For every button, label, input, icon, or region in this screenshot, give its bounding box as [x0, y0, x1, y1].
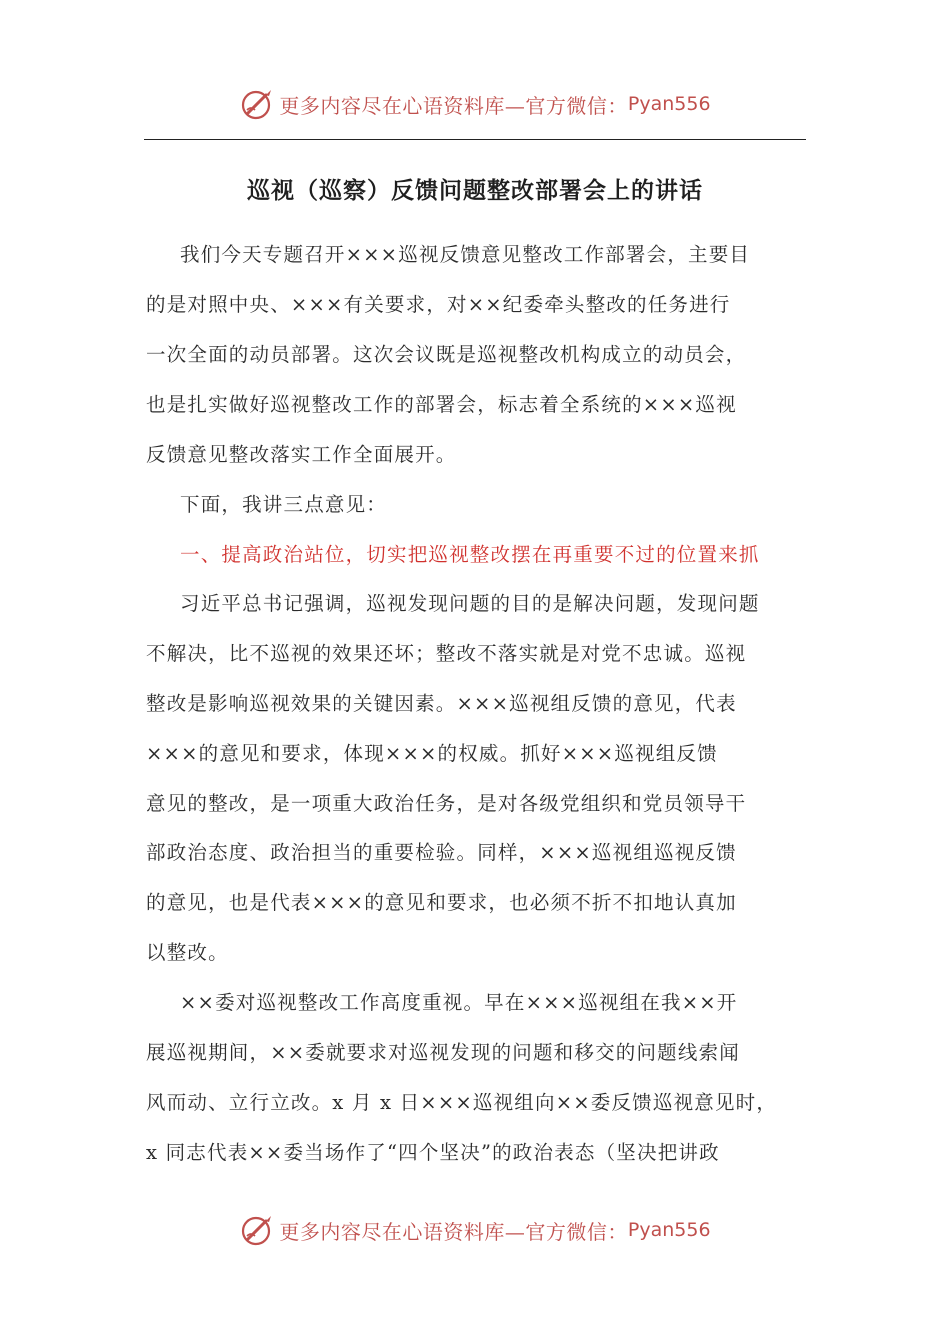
pen-logo-icon: [239, 86, 275, 122]
text-line: 部政治态度、政治担当的重要检验。同样，×××巡视组巡视反馈: [146, 841, 737, 864]
text-line: 习近平总书记强调，巡视发现问题的目的是解决问题，发现问题: [180, 592, 760, 615]
footer-banner: [0, 1208, 950, 1252]
header-divider: [144, 139, 806, 140]
banner-text: 更多内容尽在心语资料库—官方微信：: [279, 1219, 628, 1244]
text-line: ××委对巡视整改工作高度重视。早在×××巡视组在我××开: [180, 991, 738, 1014]
text-line: 不解决，比不巡视的效果还坏；整改不落实就是对党不忠诚。巡视: [146, 642, 747, 665]
text-line: x 同志代表××委当场作了“四个坚决”的政治表态（坚决把讲政: [146, 1141, 720, 1164]
text-line: 的是对照中央、×××有关要求，对××纪委牵头整改的任务进行: [146, 293, 731, 316]
document-title: 巡视（巡察）反馈问题整改部署会上的讲话: [247, 177, 703, 204]
text-line: 展巡视期间，××委就要求对巡视发现的问题和移交的问题线索闻: [146, 1041, 740, 1064]
text-line: 的意见，也是代表×××的意见和要求，也必须不折不扣地认真加: [146, 891, 737, 914]
text-line: 我们今天专题召开×××巡视反馈意见整改工作部署会，主要目: [180, 243, 751, 266]
text-line: 也是扎实做好巡视整改工作的部署会，标志着全系统的×××巡视: [146, 393, 737, 416]
text-line: 整改是影响巡视效果的关键因素。×××巡视组反馈的意见，代表: [146, 692, 737, 715]
header-banner: [0, 82, 950, 126]
banner-wechat-id: Pyan556: [627, 1219, 711, 1241]
pen-logo-icon: [239, 1212, 275, 1248]
text-line: 以整改。: [146, 941, 229, 964]
section-heading: 一、提高政治站位，切实把巡视整改摆在再重要不过的位置来抓: [180, 543, 760, 566]
banner-text: 更多内容尽在心语资料库—官方微信：: [279, 93, 628, 118]
text-line: 风而动、立行立改。x 月 x 日×××巡视组向××委反馈巡视意见时，: [146, 1091, 778, 1114]
text-line: 下面，我讲三点意见：: [180, 493, 388, 516]
text-line: ×××的意见和要求，体现×××的权威。抓好×××巡视组反馈: [146, 742, 718, 765]
banner-wechat-id: Pyan556: [627, 93, 711, 115]
text-line: 反馈意见整改落实工作全面展开。: [146, 443, 457, 466]
text-line: 意见的整改，是一项重大政治任务，是对各级党组织和党员领导干: [146, 792, 747, 815]
text-line: 一次全面的动员部署。这次会议既是巡视整改机构成立的动员会，: [146, 343, 747, 366]
